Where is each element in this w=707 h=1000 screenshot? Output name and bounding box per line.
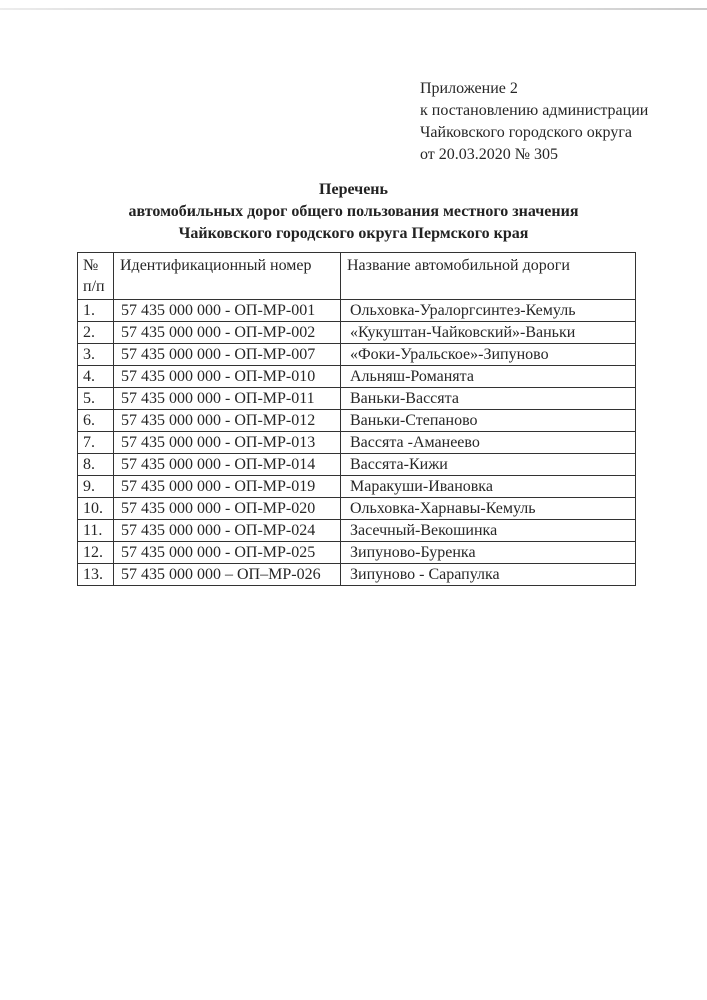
row-num-cell: 12.	[78, 542, 114, 564]
row-num-cell: 8.	[78, 454, 114, 476]
col-header-num	[78, 253, 114, 300]
roads-table	[77, 252, 636, 586]
row-id-cell: 57 435 000 000 - ОП-МР-011	[114, 388, 341, 410]
row-id-cell: 57 435 000 000 - ОП-МР-002	[114, 322, 341, 344]
row-id-cell: 57 435 000 000 - ОП-МР-013	[114, 432, 341, 454]
row-name-cell: «Фоки-Уральское»-Зипуново	[341, 344, 636, 366]
row-name-cell: Маракуши-Ивановка	[341, 476, 636, 498]
row-id-cell: 57 435 000 000 - ОП-МР-024	[114, 520, 341, 542]
row-num-cell: 6.	[78, 410, 114, 432]
row-id-cell: 57 435 000 000 - ОП-МР-025	[114, 542, 341, 564]
row-id-cell: 57 435 000 000 - ОП-МР-020	[114, 498, 341, 520]
row-name-cell: Ольховка-Харнавы-Кемуль	[341, 498, 636, 520]
row-name-cell: Ольховка-Уралоргсинтез-Кемуль	[341, 300, 636, 322]
table-row	[78, 366, 636, 388]
row-num-cell: 11.	[78, 520, 114, 542]
row-id-cell: 57 435 000 000 - ОП-МР-010	[114, 366, 341, 388]
row-num-cell: 3.	[78, 344, 114, 366]
row-num-cell: 2.	[78, 322, 114, 344]
appendix-line-1: Приложение 2	[420, 80, 518, 97]
document-title	[0, 179, 707, 245]
table-row	[78, 388, 636, 410]
row-id-cell: 57 435 000 000 - ОП-МР-001	[114, 300, 341, 322]
table-row	[78, 300, 636, 322]
row-id-cell: 57 435 000 000 - ОП-МР-014	[114, 454, 341, 476]
row-num-cell: 9.	[78, 476, 114, 498]
row-num-cell: 13.	[78, 564, 114, 586]
row-num-cell: 1.	[78, 300, 114, 322]
row-name-cell: Ваньки-Степаново	[341, 410, 636, 432]
row-num-cell: 4.	[78, 366, 114, 388]
row-id-cell: 57 435 000 000 - ОП-МР-019	[114, 476, 341, 498]
col-header-name: Название автомобильной дороги	[341, 253, 636, 300]
row-name-cell: Альняш-Романята	[341, 366, 636, 388]
table-row	[78, 322, 636, 344]
title-line-2: автомобильных дорог общего пользования местного значения	[128, 203, 579, 220]
table-row	[78, 410, 636, 432]
table-row	[78, 344, 636, 366]
row-name-cell: Ваньки-Вассята	[341, 388, 636, 410]
row-id-cell: 57 435 000 000 – ОП–МР-026	[114, 564, 341, 586]
row-name-cell: Вассята-Кижи	[341, 454, 636, 476]
table-body	[78, 300, 636, 586]
table-row	[78, 454, 636, 476]
scan-artifact-line	[0, 8, 707, 10]
row-id-cell: 57 435 000 000 - ОП-МР-012	[114, 410, 341, 432]
appendix-line-2: к постановлению администрации	[420, 102, 649, 119]
appendix-line-4: от 20.03.2020 № 305	[420, 146, 559, 163]
row-name-cell: Зипуново-Буренка	[341, 542, 636, 564]
row-num-cell: 7.	[78, 432, 114, 454]
appendix-line-3: Чайковского городского округа	[420, 124, 633, 141]
title-line-3: Чайковского городского округа Пермского края	[178, 225, 529, 242]
table-row	[78, 542, 636, 564]
col-header-id: Идентификационный номер	[114, 253, 341, 300]
row-name-cell: Засечный-Векошинка	[341, 520, 636, 542]
table-row	[78, 432, 636, 454]
col-header-num-line1: №	[83, 257, 99, 274]
row-name-cell: «Кукуштан-Чайковский»-Ваньки	[341, 322, 636, 344]
table-row	[78, 476, 636, 498]
row-id-cell: 57 435 000 000 - ОП-МР-007	[114, 344, 341, 366]
row-name-cell: Зипуново - Сарапулка	[341, 564, 636, 586]
table-header-row	[78, 253, 636, 300]
col-header-num-line2: п/п	[83, 278, 105, 295]
table-row	[78, 520, 636, 542]
appendix-header	[420, 78, 648, 166]
row-num-cell: 5.	[78, 388, 114, 410]
row-name-cell: Вассята -Аманеево	[341, 432, 636, 454]
table-row	[78, 564, 636, 586]
title-line-1: Перечень	[319, 181, 388, 198]
row-num-cell: 10.	[78, 498, 114, 520]
table-row	[78, 498, 636, 520]
